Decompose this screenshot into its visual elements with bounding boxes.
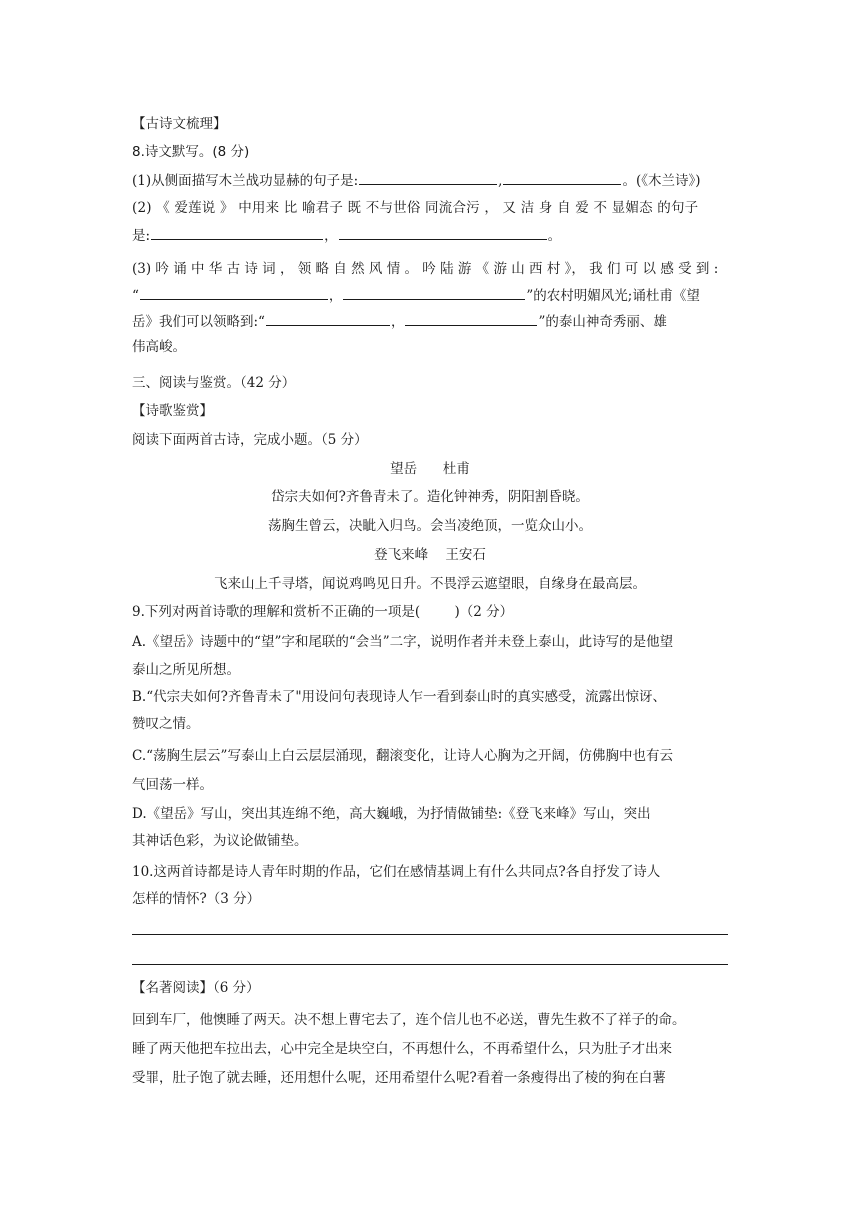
q8-p1-end: 。(《木兰诗》): [622, 173, 701, 189]
poem-1-line-2: 荡胸生曾云，决眦入归鸟。会当凌绝顶，一览众山小。: [268, 518, 592, 534]
q8-p3-sep1: ，: [328, 288, 343, 304]
q8-p3-end: ”的泰山神奇秀丽、雄: [538, 314, 667, 330]
poem-2-title: 登飞来峰 王安石: [374, 547, 486, 563]
q8-p3-mid: ”的农村明媚风光;诵杜甫《望: [526, 288, 700, 304]
question-9-option-a-line-2: 泰山之所见所想。: [132, 662, 240, 678]
question-8-title: 8.诗文默写。(8 分): [132, 144, 250, 160]
poem-1-line-1: 岱宗夫如何?齐鲁青未了。造化钟神秀，阴阳割昏晓。: [271, 489, 589, 505]
answer-blank[interactable]: [339, 225, 547, 240]
answer-blank[interactable]: [140, 285, 328, 300]
q8-p1-sep: ,: [498, 173, 503, 189]
question-10-line-2: 怎样的情怀?（3 分）: [132, 891, 261, 907]
answer-line[interactable]: [132, 964, 728, 965]
answer-blank[interactable]: [151, 225, 323, 240]
answer-blank[interactable]: [266, 311, 390, 326]
section-heading-classic-reading: 【名著阅读】（6 分）: [132, 980, 260, 996]
poem-1-title: 望岳 杜甫: [390, 461, 470, 477]
q8-p3-prefix: 岳》我们可以领略到:“: [132, 314, 265, 330]
poem-instruction: 阅读下面两首古诗，完成小题。（5 分）: [132, 432, 368, 448]
passage-line-2: 睡了两天他把车拉出去，心中完全是块空白，不再想什么，不再希望什么，只为肚子才出来: [132, 1041, 672, 1057]
q8-p2-end: 。: [547, 228, 562, 244]
section-heading-classical-poetry: 【古诗文梳理】: [132, 116, 227, 132]
question-8-part-3-line-4: 伟高峻。: [132, 339, 186, 355]
question-9-option-c-line-1: C.“荡胸生层云”写泰山上白云层层涌现，翻滚变化，让诗人心胸为之开阔，仿佛胸中也有云: [132, 748, 673, 764]
passage-line-3: 受罪，肚子饱了就去睡，还用想什么呢，还用希望什么呢?看着一条瘦得出了棱的狗在白薯: [132, 1070, 666, 1086]
answer-blank[interactable]: [343, 285, 525, 300]
question-8-part-2-line-1: (2) 《 爱莲说 》 中用来 比 喻君子 既 不与世俗 同流合污 ， 又 洁 身 自 爱 不 显媚态 的句子: [132, 200, 699, 216]
section-3-title: 三、阅读与鉴赏。（42 分）: [132, 375, 296, 391]
passage-line-1: 回到车厂，他懊睡了两天。决不想上曹宅去了，连个信儿也不必送，曹先生救不了祥子的命。: [132, 1012, 686, 1028]
question-8-part-2-line-2: [132, 225, 561, 246]
question-9-option-d-line-1: D.《望岳》写山，突出其连绵不绝，高大巍峨，为抒情做铺垫:《登飞来峰》写山，突出: [132, 806, 651, 822]
question-9-option-d-line-2: 其神话色彩，为议论做铺垫。: [132, 833, 308, 849]
q8-p1-text: (1)从侧面描写木兰战功显赫的句子是:: [132, 173, 359, 189]
question-9-option-b-line-1: B.“代宗夫如何?齐鲁青未了"用设问句表现诗人乍一看到泰山时的真实感受，流露出惊讶、: [132, 689, 667, 705]
question-10-line-1: 10.这两首诗都是诗人青年时期的作品，它们在感情基调上有什么共同点?各自抒发了诗人: [132, 864, 661, 880]
question-8-part-3-line-2: [132, 285, 700, 306]
answer-blank[interactable]: [405, 311, 537, 326]
q8-p2-prefix: 是:: [132, 228, 151, 244]
question-9-option-b-line-2: 赞叹之情。: [132, 716, 200, 732]
q8-p2-sep: ，: [324, 228, 338, 244]
question-8-part-3-line-1: (3) 吟 诵 中 华 古 诗 词 ， 领 略 自 然 风 情 。 吟 陆 游 《 游 山 西 村 》， 我 们 可 以 感 受 到 :: [132, 261, 719, 277]
section-heading-poetry-appreciation: 【诗歌鉴赏】: [132, 403, 213, 419]
question-8-part-3-line-3: [132, 311, 667, 332]
answer-line[interactable]: [132, 934, 728, 935]
question-8-part-1: [132, 170, 701, 191]
q8-p3-sep2: ，: [390, 314, 405, 330]
question-9-stem: 9.下列对两首诗歌的理解和赏析不正确的一项是( )（2 分）: [132, 604, 514, 620]
q8-p3-open-quote: “: [132, 288, 139, 304]
question-9-option-a-line-1: A.《望岳》诗题中的“望”字和尾联的“会当”二字，说明作者并未登上泰山，此诗写的是他望: [132, 634, 674, 650]
answer-blank[interactable]: [503, 170, 621, 185]
question-9-option-c-line-2: 气回荡一样。: [132, 777, 213, 793]
poem-2-line-1: 飞来山上千寻塔，闻说鸡鸣见日升。不畏浮云遮望眼，自缘身在最高层。: [214, 576, 646, 592]
answer-blank[interactable]: [359, 170, 497, 185]
